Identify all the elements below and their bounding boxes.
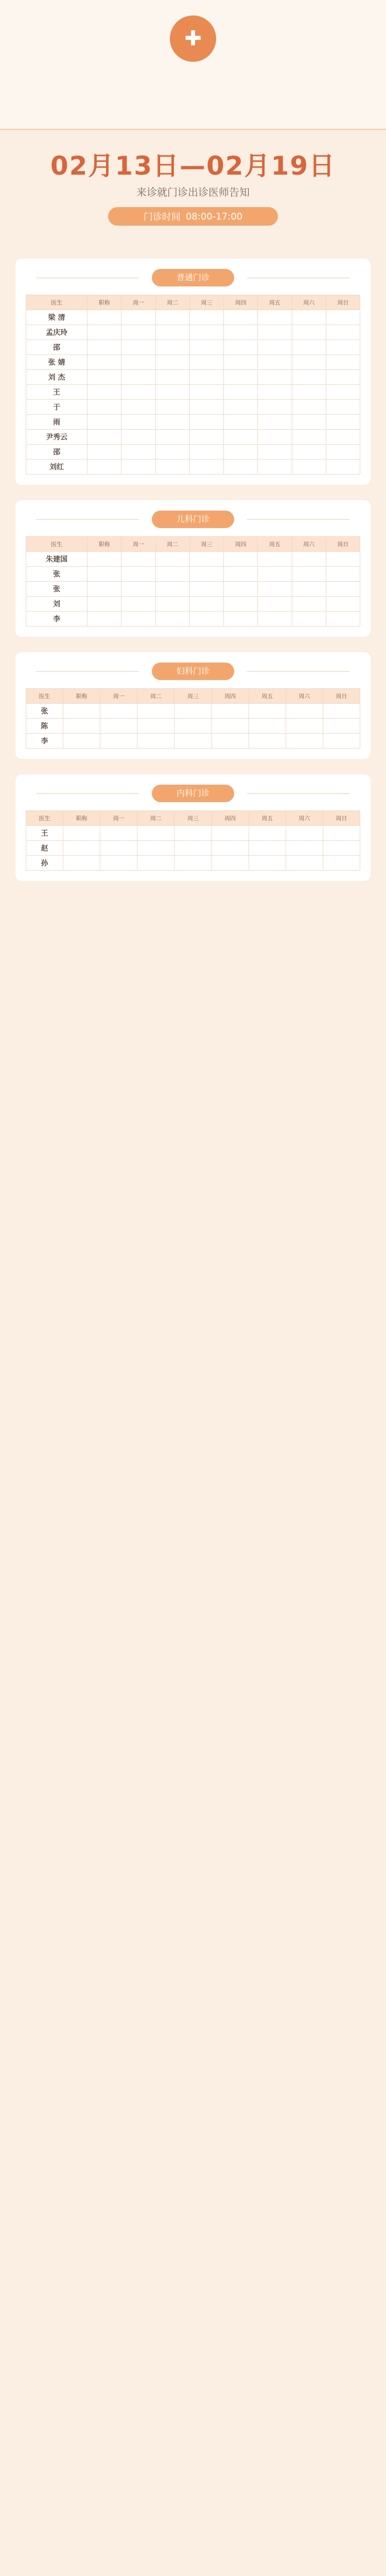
clinic-hours-label: 门诊时间 xyxy=(143,212,181,223)
schedule-cell xyxy=(100,719,137,734)
schedule-cell xyxy=(323,856,360,871)
schedule-cell xyxy=(121,340,155,355)
table-row xyxy=(26,582,360,597)
schedule-cell xyxy=(155,325,189,340)
schedule-cell xyxy=(224,355,258,370)
schedule-cell xyxy=(189,325,223,340)
column-header: 周日 xyxy=(323,689,360,704)
column-header: 周日 xyxy=(323,811,360,826)
schedule-cell xyxy=(224,385,258,400)
schedule-cell xyxy=(155,355,189,370)
schedule-cell xyxy=(121,310,155,325)
doctor-name: 邵 xyxy=(26,445,87,460)
department-section xyxy=(15,500,371,637)
schedule-cell xyxy=(326,340,360,355)
schedule-cell xyxy=(292,582,326,597)
schedule-cell xyxy=(121,460,155,474)
schedule-cell xyxy=(326,460,360,474)
column-header: 周四 xyxy=(224,295,258,310)
schedule-cell xyxy=(189,355,223,370)
schedule-cell xyxy=(249,734,286,749)
schedule-cell xyxy=(292,370,326,385)
department-section xyxy=(15,774,371,881)
schedule-cell xyxy=(155,445,189,460)
schedule-cell xyxy=(258,310,292,325)
sections-container xyxy=(0,259,386,881)
schedule-cell xyxy=(155,430,189,445)
doctor-name: 赵 xyxy=(26,841,63,856)
column-header: 周一 xyxy=(100,811,137,826)
schedule-cell xyxy=(258,552,292,567)
schedule-cell xyxy=(258,325,292,340)
doctor-title xyxy=(87,340,121,355)
divider xyxy=(247,671,350,672)
schedule-cell xyxy=(323,734,360,749)
schedule-cell xyxy=(258,567,292,582)
schedule-cell xyxy=(212,734,249,749)
schedule-cell xyxy=(292,310,326,325)
schedule-cell xyxy=(258,445,292,460)
schedule-cell xyxy=(258,597,292,612)
schedule-cell xyxy=(189,370,223,385)
schedule-cell xyxy=(258,340,292,355)
column-header: 职称 xyxy=(63,689,100,704)
schedule-cell xyxy=(174,826,212,841)
schedule-cell xyxy=(292,597,326,612)
schedule-cell xyxy=(326,597,360,612)
table-row xyxy=(26,841,360,856)
schedule-cell xyxy=(258,612,292,626)
schedule-cell xyxy=(189,400,223,415)
table-row xyxy=(26,325,360,340)
schedule-cell xyxy=(212,856,249,871)
section-header xyxy=(15,259,371,295)
schedule-cell xyxy=(121,612,155,626)
schedule-cell xyxy=(249,841,286,856)
doctor-title xyxy=(87,567,121,582)
schedule-cell xyxy=(323,719,360,734)
schedule-cell xyxy=(137,841,174,856)
divider xyxy=(247,793,350,794)
schedule-cell xyxy=(121,385,155,400)
table-row xyxy=(26,430,360,445)
column-header: 周二 xyxy=(155,295,189,310)
department-section xyxy=(15,259,371,485)
schedule-cell xyxy=(326,415,360,430)
column-header: 周三 xyxy=(189,537,223,552)
schedule-cell xyxy=(189,430,223,445)
section-title: 儿科门诊 xyxy=(152,511,234,528)
column-header: 周三 xyxy=(174,689,212,704)
divider xyxy=(36,519,139,520)
schedule-cell xyxy=(189,340,223,355)
schedule-cell xyxy=(137,856,174,871)
column-header: 医生 xyxy=(26,537,87,552)
table-row xyxy=(26,719,360,734)
schedule-cell xyxy=(326,400,360,415)
schedule-cell xyxy=(224,597,258,612)
doctor-title xyxy=(87,415,121,430)
schedule-cell xyxy=(189,597,223,612)
doctor-name: 于 xyxy=(26,400,87,415)
doctor-name: 张 xyxy=(26,567,87,582)
schedule-cell xyxy=(323,826,360,841)
schedule-cell xyxy=(121,355,155,370)
schedule-cell xyxy=(286,826,323,841)
column-header: 周日 xyxy=(326,295,360,310)
schedule-cell xyxy=(189,445,223,460)
column-header: 周一 xyxy=(121,295,155,310)
schedule-cell xyxy=(224,582,258,597)
section-title: 妇科门诊 xyxy=(152,663,234,680)
section-header xyxy=(15,500,371,536)
schedule-cell xyxy=(249,704,286,719)
header xyxy=(0,0,386,130)
schedule-cell xyxy=(224,310,258,325)
clinic-hours-pill xyxy=(108,207,278,226)
schedule-cell xyxy=(121,400,155,415)
schedule-cell xyxy=(121,582,155,597)
doctor-name: 王 xyxy=(26,385,87,400)
schedule-cell xyxy=(100,826,137,841)
table-row xyxy=(26,355,360,370)
doctor-title xyxy=(87,582,121,597)
schedule-cell xyxy=(100,856,137,871)
column-header: 职称 xyxy=(87,537,121,552)
schedule-cell xyxy=(212,719,249,734)
doctor-name: 朱建国 xyxy=(26,552,87,567)
table-row xyxy=(26,552,360,567)
schedule-cell xyxy=(155,597,189,612)
divider xyxy=(36,793,139,794)
schedule-cell xyxy=(323,841,360,856)
doctor-name: 陈 xyxy=(26,719,63,734)
doctor-name: 梁 清 xyxy=(26,310,87,325)
table-row xyxy=(26,567,360,582)
schedule-cell xyxy=(155,340,189,355)
schedule-cell xyxy=(121,552,155,567)
table-row xyxy=(26,612,360,626)
schedule-cell xyxy=(224,612,258,626)
schedule-cell xyxy=(258,385,292,400)
schedule-cell xyxy=(292,415,326,430)
doctor-name: 刘 杰 xyxy=(26,370,87,385)
doctor-title xyxy=(87,385,121,400)
schedule-cell xyxy=(224,415,258,430)
schedule-cell xyxy=(224,340,258,355)
schedule-cell xyxy=(189,385,223,400)
schedule-dates: 02月13日—02月19日 xyxy=(50,151,336,181)
schedule-cell xyxy=(155,612,189,626)
column-header: 周三 xyxy=(174,811,212,826)
section-title: 普通门诊 xyxy=(152,269,234,286)
doctor-name: 邵 xyxy=(26,340,87,355)
schedule-cell xyxy=(189,552,223,567)
schedule-cell xyxy=(224,445,258,460)
column-header: 周六 xyxy=(286,689,323,704)
doctor-title xyxy=(63,734,100,749)
schedule-cell xyxy=(326,430,360,445)
column-header: 周四 xyxy=(224,537,258,552)
doctor-name: 刘 xyxy=(26,597,87,612)
doctor-name: 李 xyxy=(26,612,87,626)
schedule-cell xyxy=(249,856,286,871)
schedule-cell xyxy=(155,415,189,430)
schedule-cell xyxy=(174,841,212,856)
divider xyxy=(247,519,350,520)
schedule-cell xyxy=(286,734,323,749)
doctor-name: 王 xyxy=(26,826,63,841)
column-header: 周五 xyxy=(249,811,286,826)
doctor-name: 李 xyxy=(26,734,63,749)
schedule-cell xyxy=(189,582,223,597)
schedule-cell xyxy=(100,841,137,856)
section-header xyxy=(15,652,371,688)
schedule-cell xyxy=(326,445,360,460)
schedule-cell xyxy=(121,430,155,445)
doctor-title xyxy=(87,400,121,415)
doctor-title xyxy=(87,430,121,445)
doctor-title xyxy=(87,370,121,385)
schedule-cell xyxy=(292,385,326,400)
schedule-cell xyxy=(258,430,292,445)
doctor-title xyxy=(63,704,100,719)
schedule-table xyxy=(26,810,360,871)
schedule-cell xyxy=(212,826,249,841)
doctor-name: 孟庆玲 xyxy=(26,325,87,340)
schedule-cell xyxy=(189,460,223,474)
schedule-cell xyxy=(292,430,326,445)
doctor-title xyxy=(63,826,100,841)
doctor-title xyxy=(87,597,121,612)
table-row xyxy=(26,415,360,430)
schedule-table xyxy=(26,688,360,749)
column-header: 周一 xyxy=(100,689,137,704)
schedule-cell xyxy=(189,567,223,582)
schedule-cell xyxy=(174,734,212,749)
column-header: 职称 xyxy=(87,295,121,310)
column-header: 周二 xyxy=(137,689,174,704)
schedule-cell xyxy=(121,597,155,612)
hospital-logo-icon: ✚ xyxy=(170,15,216,62)
schedule-cell xyxy=(212,704,249,719)
column-header: 周六 xyxy=(292,295,326,310)
doctor-name: 尹秀云 xyxy=(26,430,87,445)
schedule-cell xyxy=(121,370,155,385)
schedule-cell xyxy=(224,370,258,385)
table-row xyxy=(26,856,360,871)
doctor-name: 张 婧 xyxy=(26,355,87,370)
doctor-title xyxy=(87,310,121,325)
column-header: 周五 xyxy=(258,295,292,310)
schedule-cell xyxy=(137,704,174,719)
schedule-cell xyxy=(212,841,249,856)
clinic-hours-time: 08:00-17:00 xyxy=(185,211,243,222)
schedule-cell xyxy=(326,370,360,385)
schedule-cell xyxy=(286,856,323,871)
doctor-name: 孙 xyxy=(26,856,63,871)
schedule-cell xyxy=(326,385,360,400)
doctor-name: 张 xyxy=(26,704,63,719)
schedule-cell xyxy=(155,310,189,325)
table-row xyxy=(26,597,360,612)
schedule-cell xyxy=(137,719,174,734)
schedule-cell xyxy=(258,582,292,597)
schedule-cell xyxy=(189,612,223,626)
doctor-title xyxy=(87,355,121,370)
schedule-cell xyxy=(249,719,286,734)
schedule-cell xyxy=(326,355,360,370)
column-header: 周二 xyxy=(137,811,174,826)
schedule-cell xyxy=(100,704,137,719)
table-row xyxy=(26,826,360,841)
title-banner xyxy=(0,130,386,243)
doctor-name: 刘红 xyxy=(26,460,87,474)
schedule-cell xyxy=(155,552,189,567)
column-header: 周三 xyxy=(189,295,223,310)
doctor-title xyxy=(87,445,121,460)
column-header: 周一 xyxy=(121,537,155,552)
doctor-title xyxy=(87,612,121,626)
doctor-title xyxy=(87,325,121,340)
schedule-cell xyxy=(174,719,212,734)
schedule-cell xyxy=(155,370,189,385)
doctor-title xyxy=(63,856,100,871)
schedule-cell xyxy=(292,340,326,355)
schedule-cell xyxy=(121,567,155,582)
schedule-cell xyxy=(292,445,326,460)
table-row xyxy=(26,445,360,460)
column-header: 医生 xyxy=(26,689,63,704)
table-row xyxy=(26,460,360,474)
column-header: 医生 xyxy=(26,811,63,826)
schedule-table xyxy=(26,295,360,474)
schedule-cell xyxy=(224,400,258,415)
column-header: 周五 xyxy=(258,537,292,552)
doctor-title xyxy=(63,719,100,734)
schedule-cell xyxy=(292,325,326,340)
schedule-cell xyxy=(137,826,174,841)
column-header: 周日 xyxy=(326,537,360,552)
schedule-cell xyxy=(292,460,326,474)
column-header: 周四 xyxy=(212,689,249,704)
doctor-name: 雨 xyxy=(26,415,87,430)
schedule-cell xyxy=(224,552,258,567)
schedule-cell xyxy=(292,567,326,582)
divider xyxy=(36,671,139,672)
schedule-cell xyxy=(224,460,258,474)
doctor-name: 张 xyxy=(26,582,87,597)
schedule-cell xyxy=(292,612,326,626)
doctor-title xyxy=(87,460,121,474)
schedule-cell xyxy=(155,567,189,582)
schedule-cell xyxy=(121,445,155,460)
schedule-subtitle: 来诊就门诊出诊医师告知 xyxy=(136,186,250,198)
table-row xyxy=(26,370,360,385)
schedule-cell xyxy=(326,325,360,340)
schedule-cell xyxy=(292,400,326,415)
schedule-cell xyxy=(189,415,223,430)
table-row xyxy=(26,734,360,749)
schedule-cell xyxy=(258,370,292,385)
schedule-cell xyxy=(121,325,155,340)
column-header: 医生 xyxy=(26,295,87,310)
doctor-title xyxy=(87,552,121,567)
schedule-cell xyxy=(137,734,174,749)
table-row xyxy=(26,400,360,415)
schedule-table xyxy=(26,536,360,626)
schedule-cell xyxy=(121,415,155,430)
schedule-cell xyxy=(174,856,212,871)
schedule-cell xyxy=(155,385,189,400)
section-header xyxy=(15,774,371,810)
column-header: 周六 xyxy=(286,811,323,826)
doctor-title xyxy=(63,841,100,856)
schedule-cell xyxy=(224,430,258,445)
schedule-cell xyxy=(292,552,326,567)
table-row xyxy=(26,340,360,355)
schedule-cell xyxy=(286,719,323,734)
department-section xyxy=(15,652,371,759)
schedule-cell xyxy=(258,400,292,415)
schedule-cell xyxy=(174,704,212,719)
schedule-cell xyxy=(326,582,360,597)
column-header: 周六 xyxy=(292,537,326,552)
schedule-cell xyxy=(286,704,323,719)
schedule-cell xyxy=(249,826,286,841)
schedule-cell xyxy=(286,841,323,856)
column-header: 周五 xyxy=(249,689,286,704)
schedule-cell xyxy=(100,734,137,749)
schedule-cell xyxy=(326,612,360,626)
table-row xyxy=(26,704,360,719)
schedule-cell xyxy=(155,400,189,415)
table-row xyxy=(26,310,360,325)
column-header: 周二 xyxy=(155,537,189,552)
schedule-cell xyxy=(326,552,360,567)
column-header: 周四 xyxy=(212,811,249,826)
schedule-cell xyxy=(189,310,223,325)
schedule-cell xyxy=(155,460,189,474)
schedule-cell xyxy=(224,325,258,340)
schedule-cell xyxy=(224,567,258,582)
table-row xyxy=(26,385,360,400)
schedule-cell xyxy=(258,355,292,370)
section-title: 内科门诊 xyxy=(152,785,234,802)
schedule-cell xyxy=(258,460,292,474)
schedule-cell xyxy=(258,415,292,430)
schedule-cell xyxy=(323,704,360,719)
schedule-cell xyxy=(155,582,189,597)
column-header: 职称 xyxy=(63,811,100,826)
schedule-cell xyxy=(326,310,360,325)
schedule-cell xyxy=(326,567,360,582)
schedule-cell xyxy=(292,355,326,370)
